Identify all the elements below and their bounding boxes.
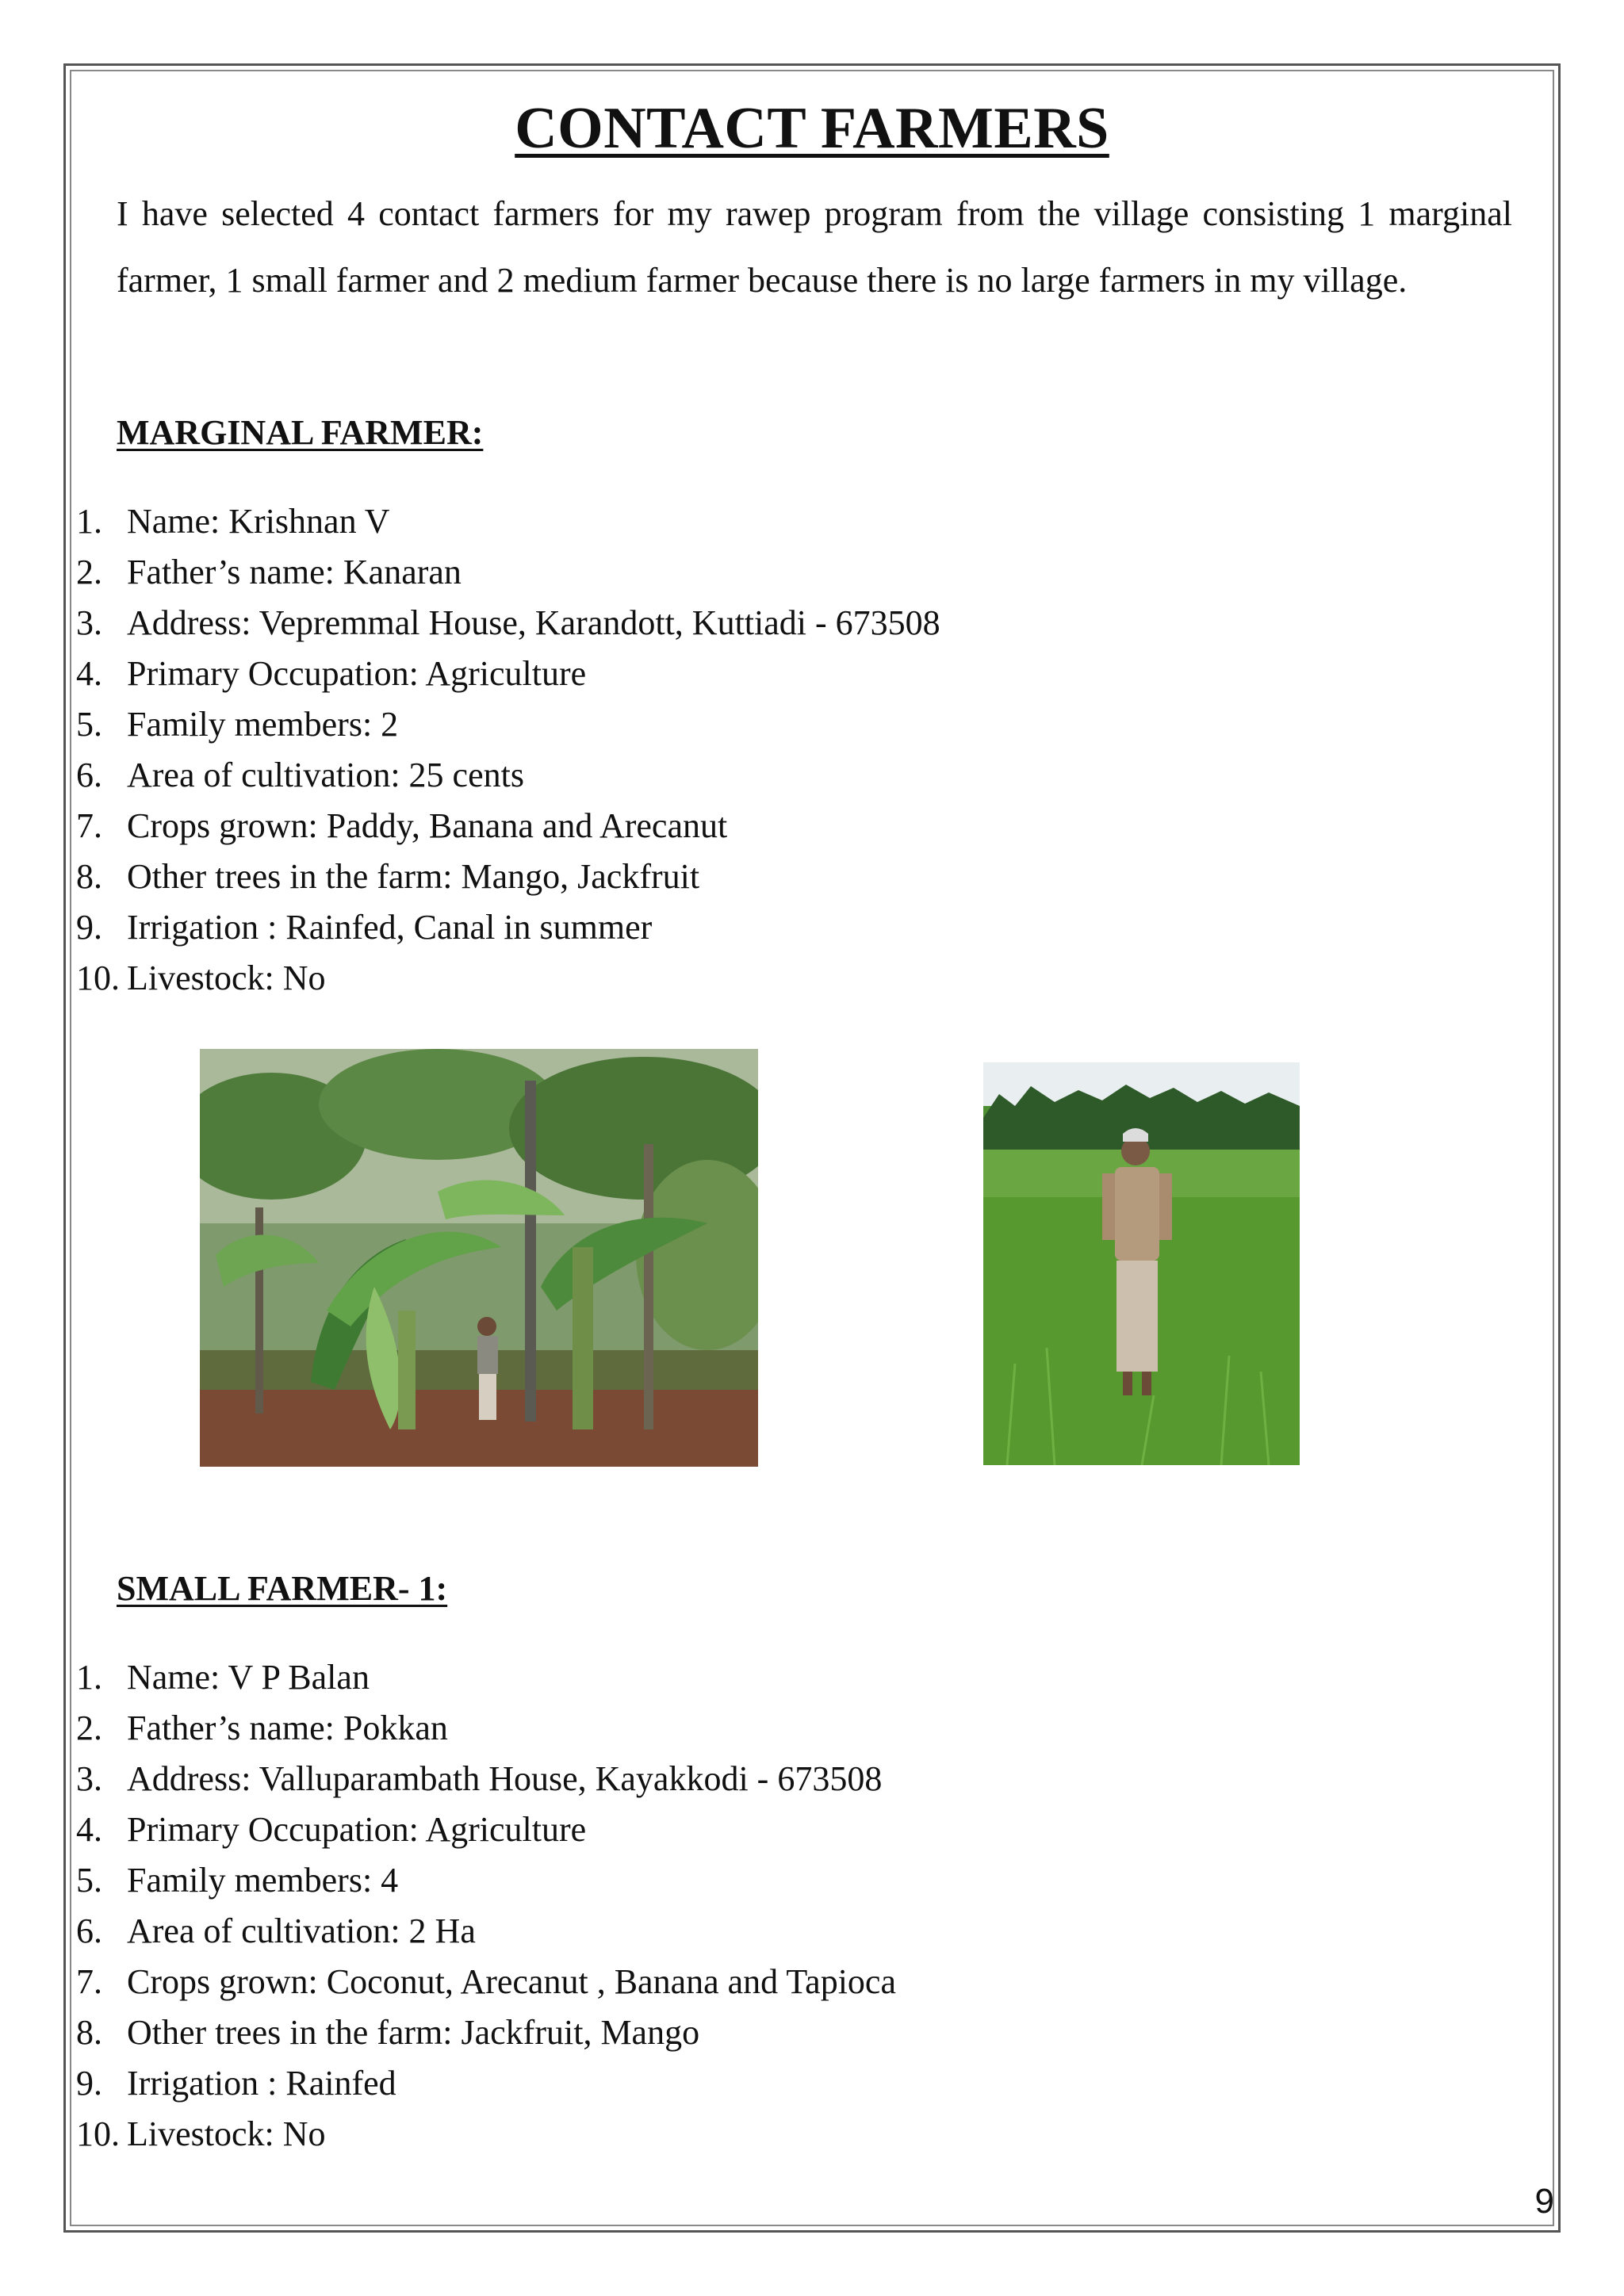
list-item: 10. Livestock: No (76, 959, 326, 997)
intro-paragraph: I have selected 4 contact farmers for my rawep program from the village consisting 1 marginal farmer, 1 small farmer and 2 medium farmer because there is no large farmers in my village. (117, 194, 1512, 300)
small-farmer-details (76, 1652, 896, 2160)
list-item: 6. Area of cultivation: 25 cents (76, 756, 524, 794)
banana-plantation-photo (200, 1049, 758, 1467)
marginal-farmer-heading: MARGINAL FARMER: (117, 413, 484, 452)
list-item: 3. Address: Vepremmal House, Karandott, Kuttiadi - 673508 (76, 603, 940, 642)
list-item: 1. Name: Krishnan V (76, 502, 390, 541)
list-item: 1. Name: V P Balan (76, 1658, 370, 1697)
list-item: 2. Father’s name: Pokkan (76, 1709, 448, 1747)
list-item: 8. Other trees in the farm: Mango, Jackfruit (76, 857, 700, 896)
list-item: 9. Irrigation : Rainfed (76, 2064, 396, 2103)
list-item: 4. Primary Occupation: Agriculture (76, 654, 587, 693)
marginal-farmer-details (76, 496, 940, 1004)
list-item: 5. Family members: 4 (76, 1861, 399, 1900)
farmer-paddy-field-photo (983, 1062, 1300, 1465)
list-item: 7. Crops grown: Paddy, Banana and Arecanut (76, 806, 728, 845)
list-item: 3. Address: Valluparambath House, Kayakkodi - 673508 (76, 1759, 883, 1798)
page-number: 9 (1534, 2182, 1554, 2221)
list-item: 7. Crops grown: Coconut, Arecanut , Banana and Tapioca (76, 1962, 896, 2001)
list-item: 5. Family members: 2 (76, 705, 399, 744)
small-farmer-heading: SMALL FARMER- 1: (117, 1569, 448, 1608)
list-item: 10. Livestock: No (76, 2114, 326, 2153)
page-title: CONTACT FARMERS (515, 96, 1109, 161)
list-item: 9. Irrigation : Rainfed, Canal in summer (76, 908, 653, 947)
list-item: 2. Father’s name: Kanaran (76, 553, 462, 591)
list-item: 6. Area of cultivation: 2 Ha (76, 1911, 476, 1950)
list-item: 8. Other trees in the farm: Jackfruit, Mango (76, 2013, 700, 2052)
list-item: 4. Primary Occupation: Agriculture (76, 1810, 587, 1849)
